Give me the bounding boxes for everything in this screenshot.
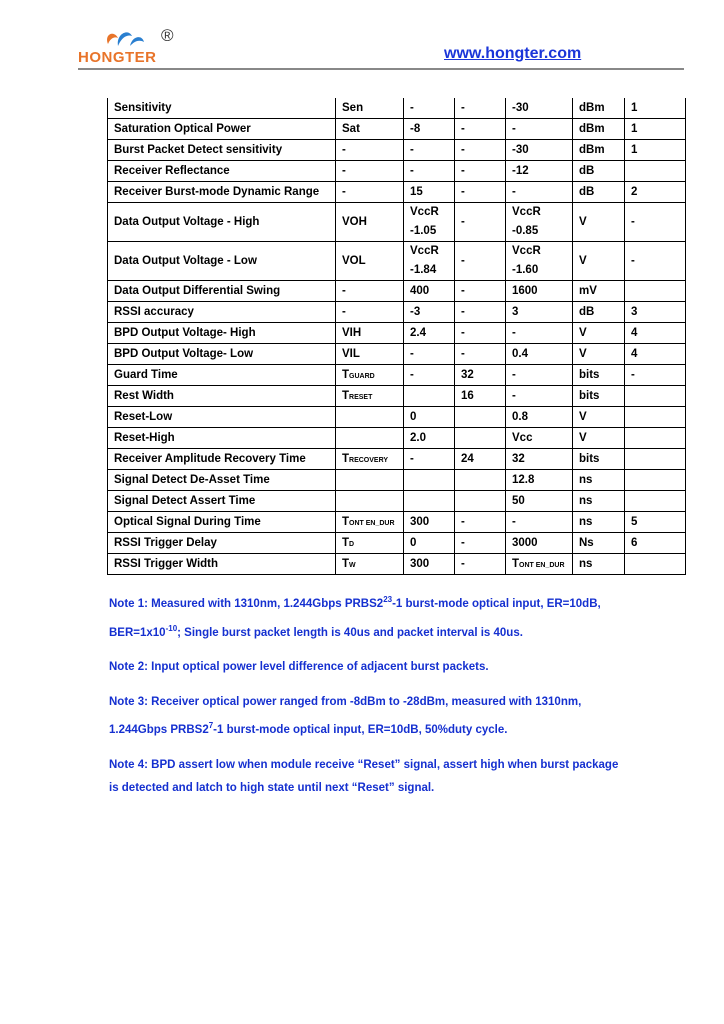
header-divider bbox=[78, 68, 684, 70]
symbol-cell bbox=[336, 491, 404, 512]
min-cell: VccR -1.05 bbox=[404, 203, 455, 242]
registered-mark: ® bbox=[161, 26, 174, 45]
note-cell: - bbox=[625, 365, 686, 386]
max-cell: Vcc bbox=[506, 428, 573, 449]
table-row bbox=[108, 386, 686, 407]
note-cell: 6 bbox=[625, 533, 686, 554]
brand-name: HONGTER bbox=[78, 49, 157, 66]
note-cell bbox=[625, 281, 686, 302]
unit-cell: ns bbox=[573, 512, 625, 533]
typ-cell bbox=[455, 407, 506, 428]
unit-cell: V bbox=[573, 407, 625, 428]
param-cell: Data Output Differential Swing bbox=[108, 281, 336, 302]
table-row bbox=[108, 554, 686, 575]
table-row bbox=[108, 302, 686, 323]
max-cell: -30 bbox=[506, 140, 573, 161]
unit-cell: dB bbox=[573, 161, 625, 182]
table-row bbox=[108, 533, 686, 554]
typ-cell bbox=[455, 428, 506, 449]
page-header bbox=[0, 0, 724, 72]
max-cell: 12.8 bbox=[506, 470, 573, 491]
typ-cell: - bbox=[455, 203, 506, 242]
typ-cell bbox=[455, 470, 506, 491]
note-1: Note 1: Measured with 1310nm, 1.244Gbps $PRBS2^{23}-1$ burst-mode optical input, ER=10dB, $BER=1x10^{-10}$; Single burst packet length is 40us and packet interval is 40us. bbox=[109, 595, 601, 639]
symbol-cell: - bbox=[336, 182, 404, 203]
unit-cell: dBm bbox=[573, 98, 625, 119]
max-cell: - bbox=[506, 365, 573, 386]
min-cell: - bbox=[404, 161, 455, 182]
typ-cell: - bbox=[455, 344, 506, 365]
table-row bbox=[108, 203, 686, 242]
unit-cell: Ns bbox=[573, 533, 625, 554]
max-cell: -12 bbox=[506, 161, 573, 182]
table-row bbox=[108, 365, 686, 386]
unit-cell: ns bbox=[573, 470, 625, 491]
note-cell: 4 bbox=[625, 323, 686, 344]
typ-cell: - bbox=[455, 302, 506, 323]
param-cell: Data Output Voltage - High bbox=[108, 203, 336, 242]
max-cell: 3 bbox=[506, 302, 573, 323]
min-cell: 2.4 bbox=[404, 323, 455, 344]
param-cell: Burst Packet Detect sensitivity bbox=[108, 140, 336, 161]
max-cell: -30 bbox=[506, 98, 573, 119]
min-cell: -3 bbox=[404, 302, 455, 323]
table-row bbox=[108, 140, 686, 161]
symbol-cell: - bbox=[336, 161, 404, 182]
typ-cell: - bbox=[455, 98, 506, 119]
min-cell: - bbox=[404, 140, 455, 161]
table-row bbox=[108, 407, 686, 428]
min-cell: 300 bbox=[404, 554, 455, 575]
param-cell: Receiver Amplitude Recovery Time bbox=[108, 449, 336, 470]
table-row bbox=[108, 512, 686, 533]
note-cell bbox=[625, 491, 686, 512]
symbol-cell: - bbox=[336, 281, 404, 302]
typ-cell: - bbox=[455, 554, 506, 575]
symbol-cell: VIL bbox=[336, 344, 404, 365]
symbol-cell: - bbox=[336, 140, 404, 161]
min-cell: - bbox=[404, 344, 455, 365]
min-cell bbox=[404, 470, 455, 491]
max-cell: - bbox=[506, 323, 573, 344]
symbol-cell: TW bbox=[336, 554, 404, 575]
table-row bbox=[108, 119, 686, 140]
note-cell bbox=[625, 470, 686, 491]
param-cell: Signal Detect De-Asset Time bbox=[108, 470, 336, 491]
param-cell: Rest Width bbox=[108, 386, 336, 407]
typ-cell: - bbox=[455, 533, 506, 554]
min-cell: VccR -1.84 bbox=[404, 242, 455, 281]
max-cell: 3000 bbox=[506, 533, 573, 554]
min-cell: -8 bbox=[404, 119, 455, 140]
max-cell: VccR -0.85 bbox=[506, 203, 573, 242]
param-cell: BPD Output Voltage- High bbox=[108, 323, 336, 344]
unit-cell: V bbox=[573, 242, 625, 281]
table-row bbox=[108, 449, 686, 470]
max-cell: TONT EN_DUR bbox=[506, 554, 573, 575]
unit-cell: V bbox=[573, 323, 625, 344]
typ-cell: - bbox=[455, 161, 506, 182]
min-cell: 2.0 bbox=[404, 428, 455, 449]
notes-section bbox=[109, 588, 689, 812]
symbol-cell bbox=[336, 407, 404, 428]
min-cell bbox=[404, 491, 455, 512]
note-cell: 1 bbox=[625, 119, 686, 140]
unit-cell: dB bbox=[573, 302, 625, 323]
unit-cell: dBm bbox=[573, 140, 625, 161]
unit-cell: ns bbox=[573, 554, 625, 575]
note-cell: - bbox=[625, 242, 686, 281]
param-cell: Reset-Low bbox=[108, 407, 336, 428]
table-row bbox=[108, 428, 686, 449]
note-cell: 3 bbox=[625, 302, 686, 323]
symbol-cell: TGUARD bbox=[336, 365, 404, 386]
max-cell: 0.8 bbox=[506, 407, 573, 428]
note-3: Note 3: Receiver optical power ranged from -8dBm to -28dBm, measured with 1310nm, 1.244Gbps $PRBS2^7-1$ burst-mode optical input, ER=10dB, 50%duty cycle. bbox=[109, 695, 582, 736]
note-cell: 4 bbox=[625, 344, 686, 365]
symbol-cell: TRESET bbox=[336, 386, 404, 407]
symbol-cell: VOH bbox=[336, 203, 404, 242]
typ-cell: - bbox=[455, 242, 506, 281]
param-cell: Receiver Reflectance bbox=[108, 161, 336, 182]
param-cell: RSSI accuracy bbox=[108, 302, 336, 323]
table-row bbox=[108, 323, 686, 344]
min-cell: 0 bbox=[404, 533, 455, 554]
table-row bbox=[108, 344, 686, 365]
max-cell: 50 bbox=[506, 491, 573, 512]
note-cell: 2 bbox=[625, 182, 686, 203]
min-cell bbox=[404, 386, 455, 407]
max-cell: 32 bbox=[506, 449, 573, 470]
max-cell: - bbox=[506, 182, 573, 203]
unit-cell: bits bbox=[573, 365, 625, 386]
max-cell: - bbox=[506, 119, 573, 140]
min-cell: - bbox=[404, 98, 455, 119]
min-cell: 0 bbox=[404, 407, 455, 428]
unit-cell: V bbox=[573, 428, 625, 449]
min-cell: 15 bbox=[404, 182, 455, 203]
min-cell: - bbox=[404, 365, 455, 386]
symbol-cell: VOL bbox=[336, 242, 404, 281]
table-row bbox=[108, 98, 686, 119]
typ-cell: - bbox=[455, 323, 506, 344]
symbol-cell bbox=[336, 428, 404, 449]
note-4: Note 4: BPD assert low when module receive “Reset” signal, assert high when burst package is detected and latch to high state until next “Reset” signal. bbox=[109, 758, 619, 794]
unit-cell: bits bbox=[573, 449, 625, 470]
note-cell bbox=[625, 161, 686, 182]
symbol-cell: TRECOVERY bbox=[336, 449, 404, 470]
max-cell: 0.4 bbox=[506, 344, 573, 365]
min-cell: 400 bbox=[404, 281, 455, 302]
symbol-cell bbox=[336, 470, 404, 491]
param-cell: Reset-High bbox=[108, 428, 336, 449]
param-cell: Saturation Optical Power bbox=[108, 119, 336, 140]
param-cell: Data Output Voltage - Low bbox=[108, 242, 336, 281]
table-row bbox=[108, 182, 686, 203]
note-cell: 1 bbox=[625, 98, 686, 119]
typ-cell: 32 bbox=[455, 365, 506, 386]
min-cell: 300 bbox=[404, 512, 455, 533]
note-cell: - bbox=[625, 203, 686, 242]
param-cell: BPD Output Voltage- Low bbox=[108, 344, 336, 365]
typ-cell: - bbox=[455, 119, 506, 140]
symbol-cell: TD bbox=[336, 533, 404, 554]
typ-cell: - bbox=[455, 182, 506, 203]
note-cell bbox=[625, 554, 686, 575]
note-cell bbox=[625, 407, 686, 428]
unit-cell: dBm bbox=[573, 119, 625, 140]
param-cell: Receiver Burst-mode Dynamic Range bbox=[108, 182, 336, 203]
website-link[interactable]: www.hongter.com bbox=[444, 45, 582, 62]
max-cell: VccR -1.60 bbox=[506, 242, 573, 281]
param-cell: Guard Time bbox=[108, 365, 336, 386]
symbol-cell: TONT EN_DUR bbox=[336, 512, 404, 533]
typ-cell: - bbox=[455, 281, 506, 302]
table-row bbox=[108, 161, 686, 182]
max-cell: - bbox=[506, 386, 573, 407]
table-row bbox=[108, 242, 686, 281]
table-row bbox=[108, 470, 686, 491]
note-cell bbox=[625, 449, 686, 470]
symbol-cell: VIH bbox=[336, 323, 404, 344]
param-cell: Signal Detect Assert Time bbox=[108, 491, 336, 512]
symbol-cell: Sen bbox=[336, 98, 404, 119]
typ-cell: - bbox=[455, 140, 506, 161]
table-row bbox=[108, 491, 686, 512]
param-cell: Sensitivity bbox=[108, 98, 336, 119]
param-cell: RSSI Trigger Width bbox=[108, 554, 336, 575]
unit-cell: ns bbox=[573, 491, 625, 512]
param-cell: RSSI Trigger Delay bbox=[108, 533, 336, 554]
max-cell: - bbox=[506, 512, 573, 533]
min-cell: - bbox=[404, 449, 455, 470]
unit-cell: V bbox=[573, 203, 625, 242]
symbol-cell: Sat bbox=[336, 119, 404, 140]
note-cell: 5 bbox=[625, 512, 686, 533]
spec-table bbox=[107, 98, 686, 575]
typ-cell: - bbox=[455, 512, 506, 533]
symbol-cell: - bbox=[336, 302, 404, 323]
typ-cell: 16 bbox=[455, 386, 506, 407]
param-cell: Optical Signal During Time bbox=[108, 512, 336, 533]
note-cell bbox=[625, 428, 686, 449]
note-cell: 1 bbox=[625, 140, 686, 161]
note-cell bbox=[625, 386, 686, 407]
typ-cell: 24 bbox=[455, 449, 506, 470]
max-cell: 1600 bbox=[506, 281, 573, 302]
unit-cell: V bbox=[573, 344, 625, 365]
table-row bbox=[108, 281, 686, 302]
unit-cell: dB bbox=[573, 182, 625, 203]
unit-cell: mV bbox=[573, 281, 625, 302]
note-2: Note 2: Input optical power level difference of adjacent burst packets. bbox=[109, 661, 489, 673]
typ-cell bbox=[455, 491, 506, 512]
unit-cell: bits bbox=[573, 386, 625, 407]
